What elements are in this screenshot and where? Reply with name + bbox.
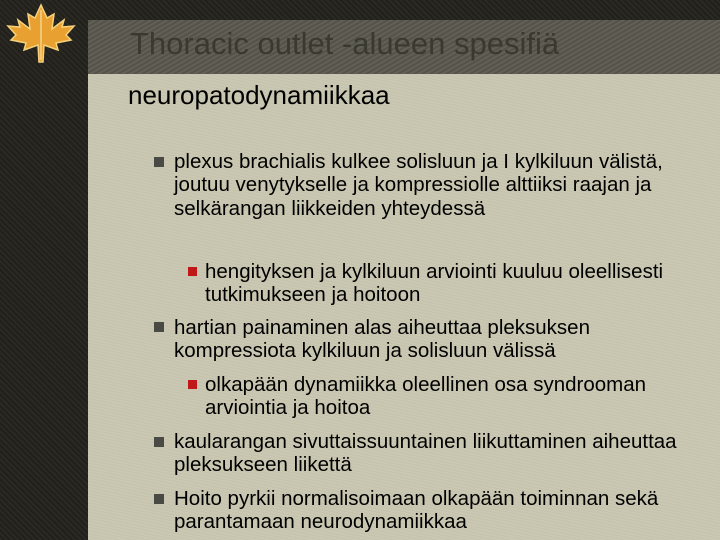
sub-bullet-item: olkapään dynamiikka oleellinen osa syndrooman arviointia ja hoitoa xyxy=(205,373,647,420)
bullet-item: kaularangan sivuttaissuuntainen liikuttaminen aiheuttaa pleksukseen liikettä xyxy=(174,430,677,477)
square-bullet-icon xyxy=(154,322,164,332)
square-bullet-icon xyxy=(154,157,164,167)
bullet-item: plexus brachialis kulkee solisluun ja I kylkiluun välistä, joutuu venytykselle ja kompressiolle alttiiksi raajan ja selkärangan liikkeiden yhteydessä xyxy=(174,150,663,220)
square-bullet-icon xyxy=(154,494,164,504)
bullet-item: hartian painaminen alas aiheuttaa pleksuksen kompressiota kylkiluun ja solisluun välissä xyxy=(174,316,590,363)
red-square-bullet-icon xyxy=(188,267,197,276)
slide-title-line1: Thoracic outlet -alueen spesifiä xyxy=(130,26,560,61)
square-bullet-icon xyxy=(154,437,164,447)
sub-bullet-item: hengityksen ja kylkiluun arviointi kuuluu oleellisesti tutkimukseen ja hoitoon xyxy=(205,260,664,307)
bullet-item: Hoito pyrkii normalisoimaan olkapään toiminnan sekä parantamaan neurodynamiikkaa xyxy=(174,487,659,534)
red-square-bullet-icon xyxy=(188,380,197,389)
slide-title-line2: neuropatodynamiikkaa xyxy=(128,80,390,110)
